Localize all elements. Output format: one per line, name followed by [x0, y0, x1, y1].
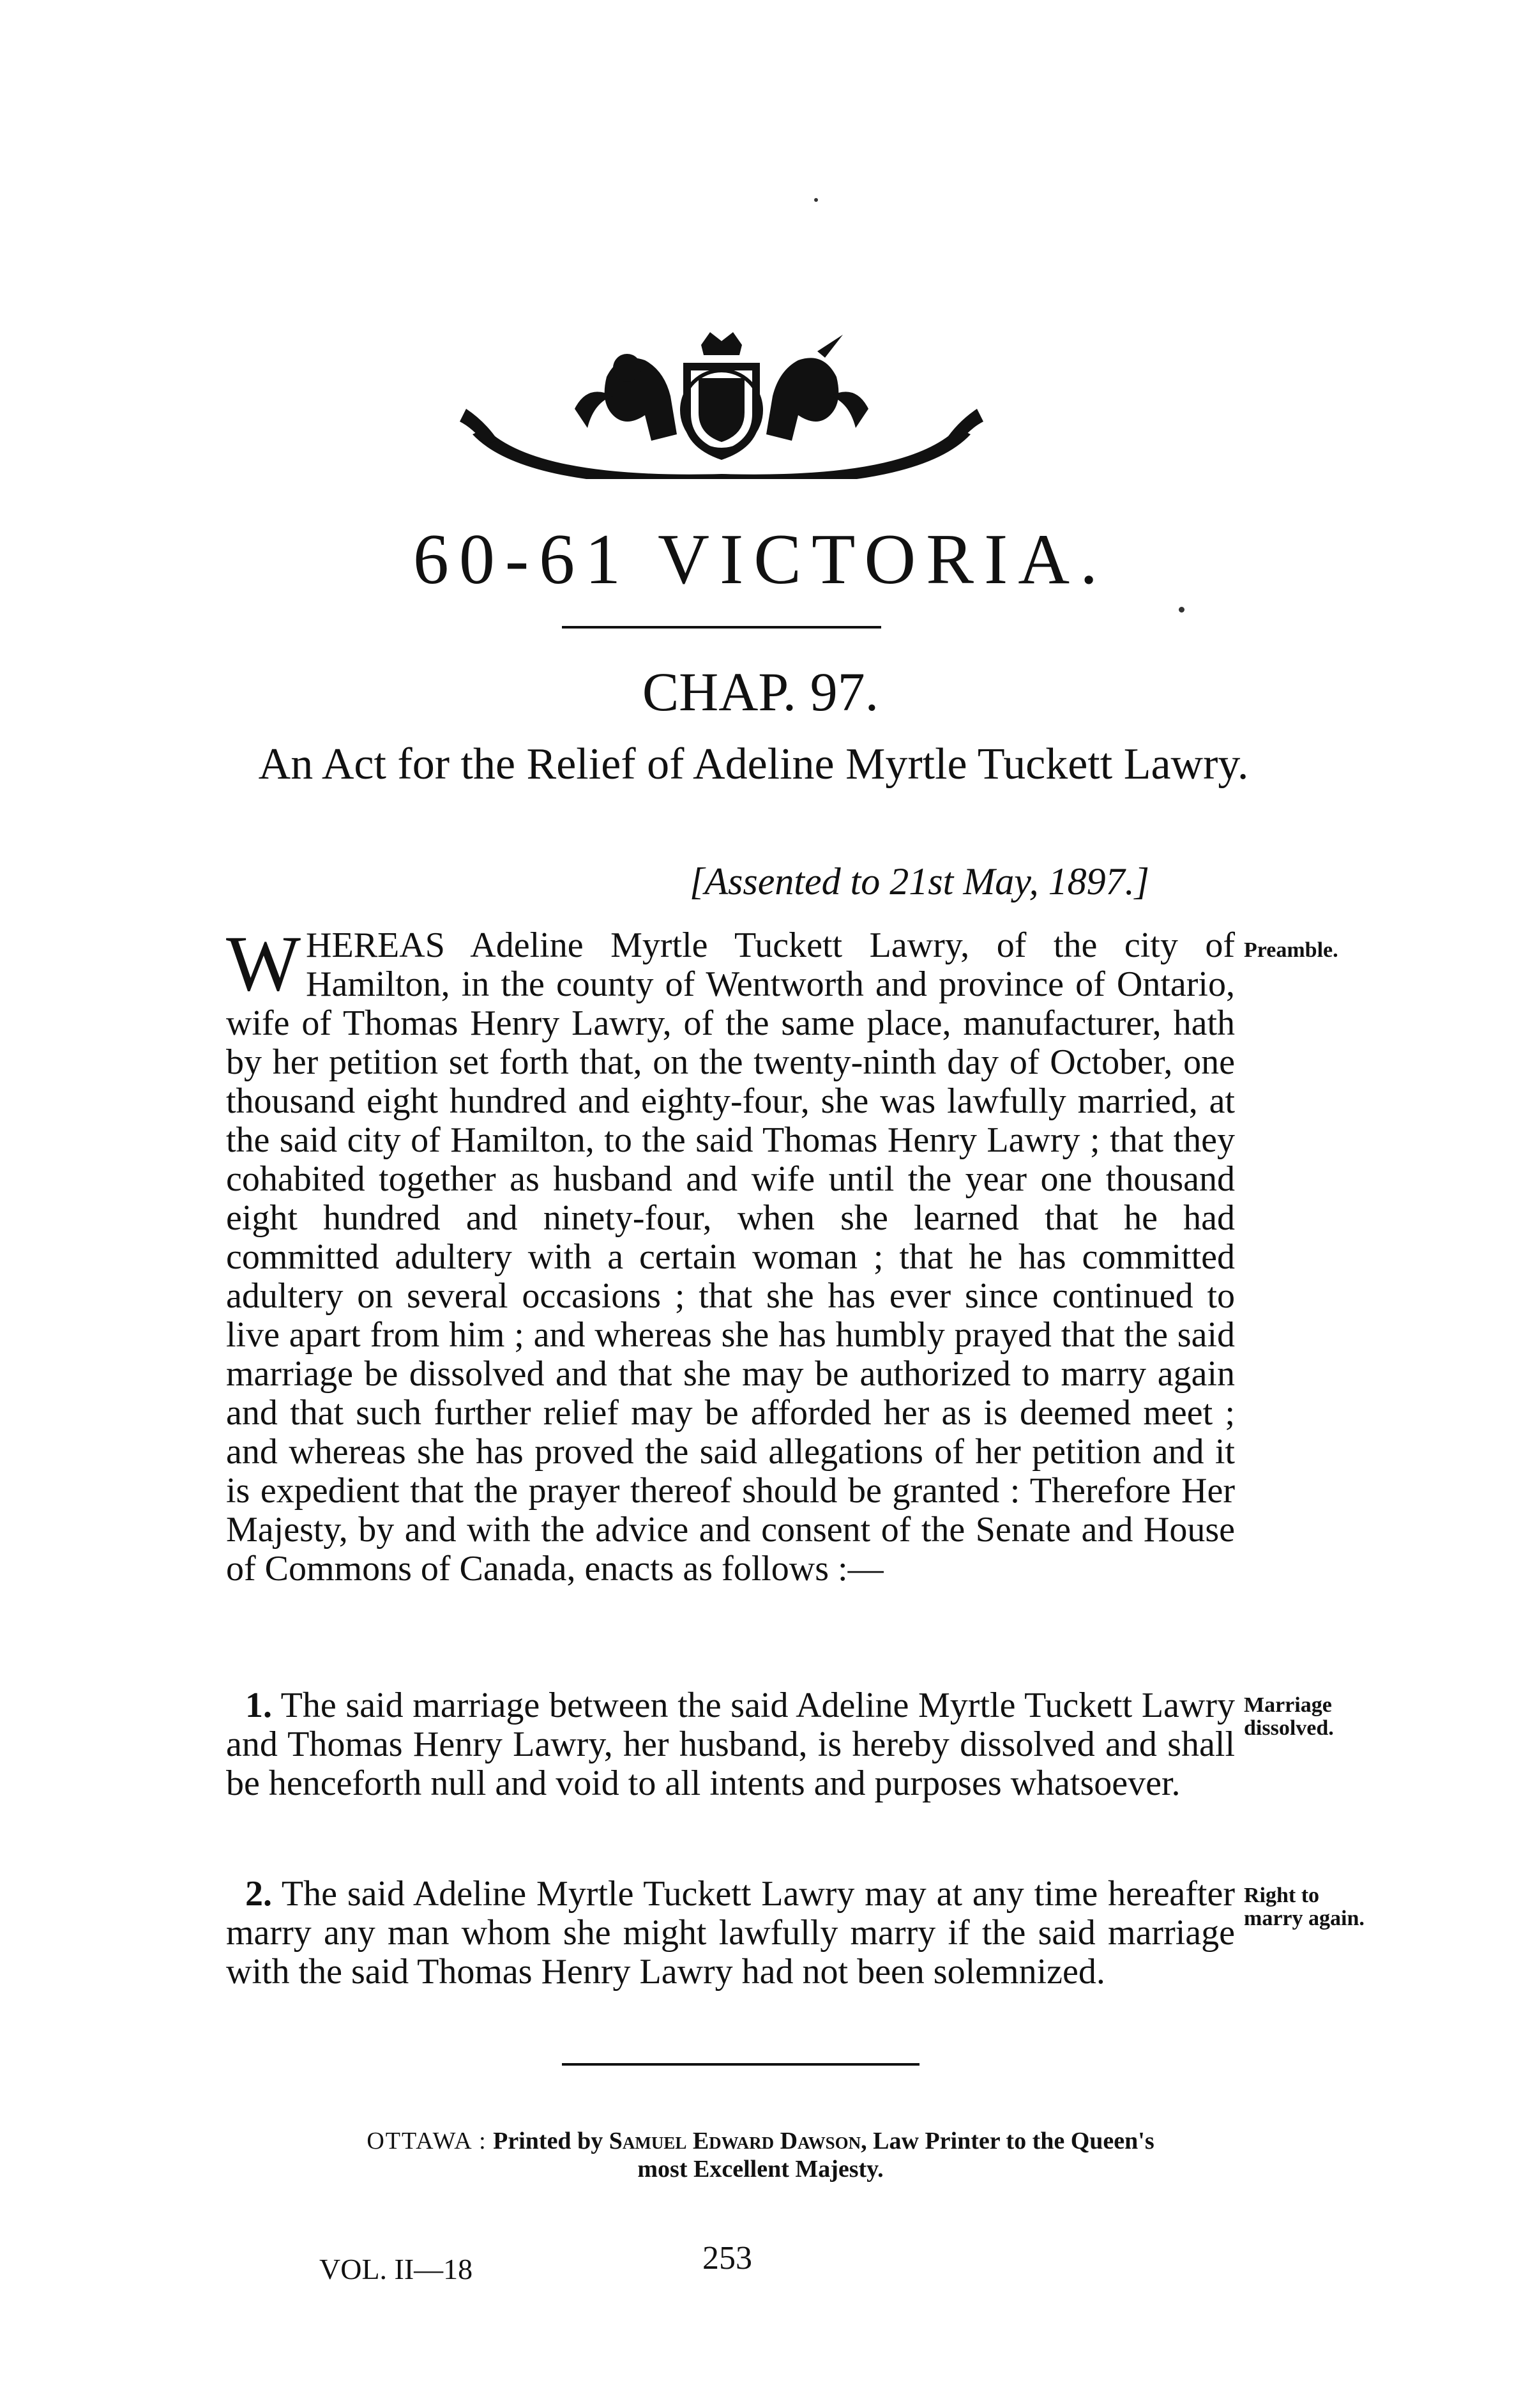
royal-coat-of-arms-icon — [460, 332, 983, 479]
margin-note-line: marry again. — [1244, 1907, 1365, 1930]
printer-place: OTTAWA : — [367, 2128, 487, 2154]
section-2-number: 2. — [245, 1874, 272, 1914]
volume-label: VOL. II—18 — [319, 2253, 473, 2285]
printer-printed-by: Printed by — [493, 2128, 603, 2154]
chapter-number: CHAP. 97. — [642, 661, 879, 722]
margin-note-line: dissolved. — [1244, 1716, 1334, 1740]
preamble-paragraph — [226, 920, 1235, 1589]
margin-note-section-2 — [1244, 1884, 1365, 1930]
printer-colophon — [0, 2127, 1521, 2183]
printer-name: Samuel Edward Dawson, — [609, 2128, 867, 2154]
section-2-text: The said Adeline Myrtle Tuckett Lawry may at any time hereafter marry any man whom she might lawfully marry if the said marriage with the said Thomas Henry Lawry had not been solemnized. — [226, 1874, 1235, 1992]
preamble-text: HEREAS Adeline Myrtle Tuckett Lawry, of the city of Hamilton, in the county of Wentworth and province of Ontario, wife of Thomas Henry Lawry, of the same place, manufacturer, hath by her petition set forth that, on the twenty-ninth day of October, one thousand eight hundred and eighty-four, she was lawfully married, at the said city of Hamilton, to the said Thomas Henry Lawry ; that they cohabited together as husband and wife until the year one thousand eight hundred and ninety-four, when she learned that he had committed adultery with a certain woman ; that he has committed adultery on several occasions ; that she has ever since continued to live apart from him ; and whereas she has humbly prayed that the said marriage be dissolved and that she may be authorized to marry again and that such further relief may be afforded her as is deemed meet ; and whereas she has proved the said allegations of her petition and it is expedient that the prayer thereof should be granted : Therefore Her Majesty, by and with the advice and consent of the Senate and House of Commons of Canada, enacts as follows :— — [226, 926, 1235, 1589]
assent-date: [Assented to 21st May, 1897.] — [690, 860, 1149, 903]
scan-speck — [1179, 607, 1184, 613]
page-number: 253 — [702, 2240, 752, 2276]
printer-line-1 — [0, 2127, 1521, 2155]
scan-speck — [814, 198, 818, 202]
act-title: An Act for the Relief of Adeline Myrtle Tuckett Lawry. — [258, 740, 1249, 789]
margin-note-preamble: Preamble. — [1244, 938, 1338, 962]
closing-divider — [562, 2063, 919, 2066]
statute-title: 60-61 VICTORIA. — [412, 520, 1109, 599]
section-1-number: 1. — [245, 1686, 272, 1725]
margin-note-line: Marriage — [1244, 1693, 1332, 1717]
margin-note-section-1 — [1244, 1694, 1334, 1740]
section-1 — [226, 1686, 1235, 1803]
printer-role: Law Printer to the Queen's — [873, 2128, 1154, 2154]
section-1-text: The said marriage between the said Adeline Myrtle Tuckett Lawry and Thomas Henry Lawry, her husband, is hereby dissolved and shall be henceforth null and void to all intents and purposes whatsoever. — [226, 1686, 1235, 1803]
drop-cap: W — [226, 920, 301, 1007]
printer-line-2: most Excellent Majesty. — [637, 2156, 884, 2183]
margin-note-line: Right to — [1244, 1884, 1320, 1907]
section-2 — [226, 1875, 1235, 1992]
title-divider — [562, 626, 881, 629]
